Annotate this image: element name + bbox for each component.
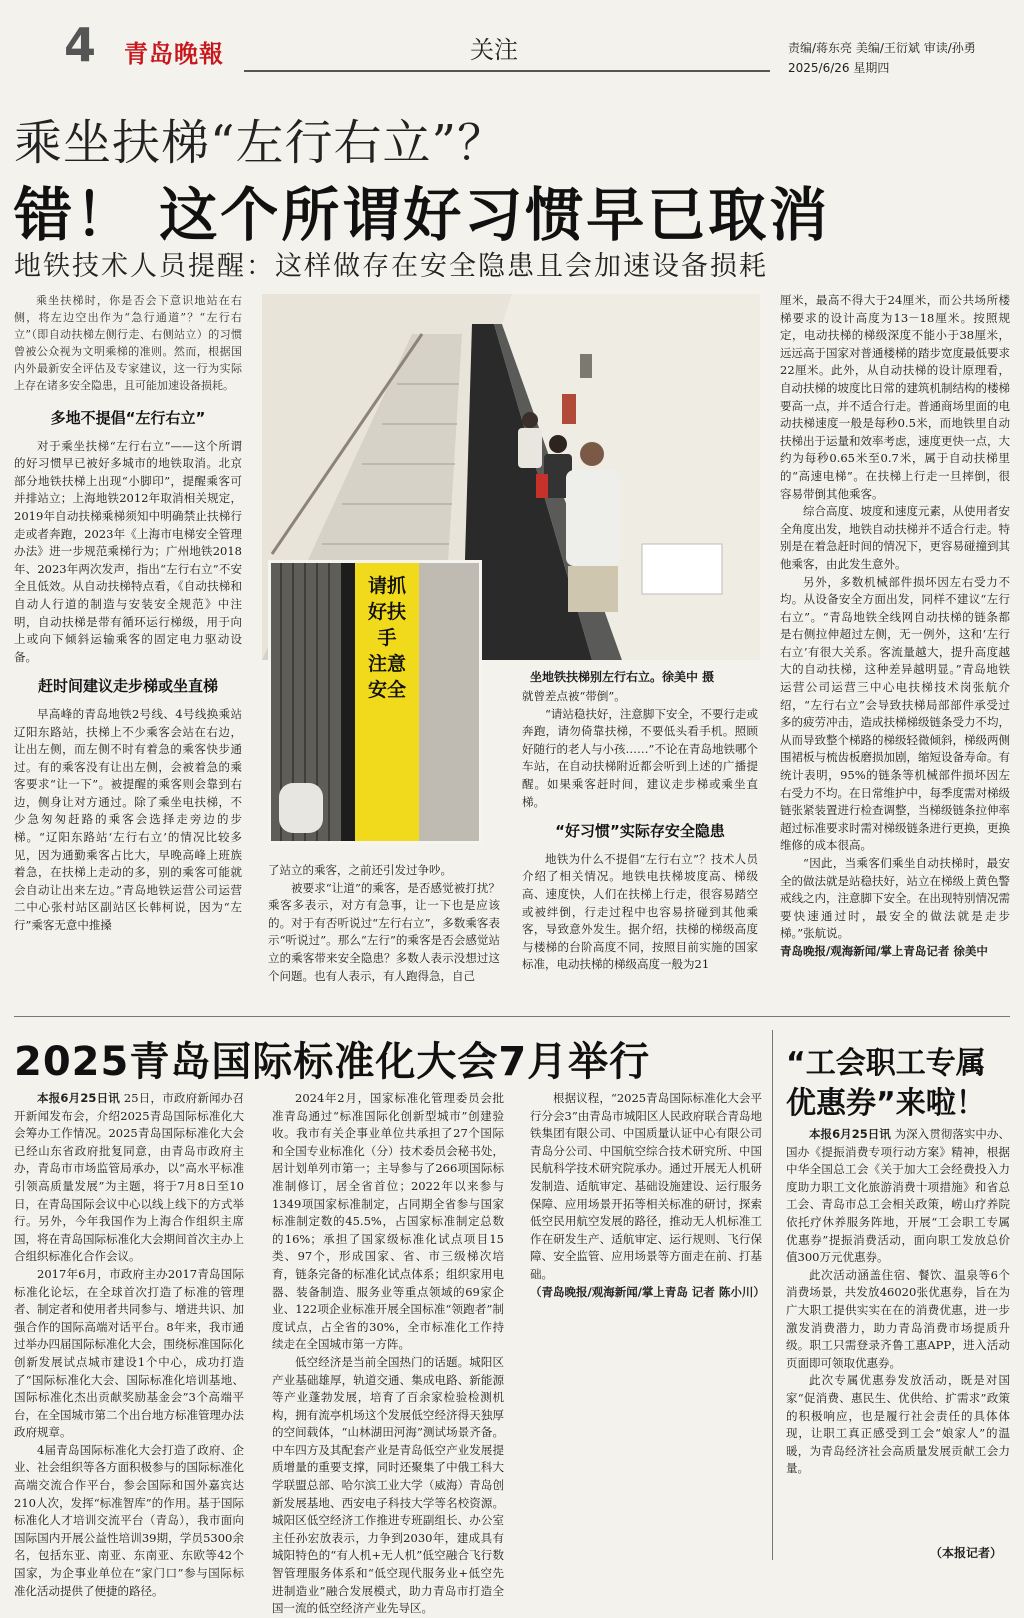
article2-paragraph: 低空经济是当前全国热门的话题。城阳区产业基础雄厚，轨道交通、集成电路、新能源等产业蓬勃发展，培育了百余家检验检测机构，拥有流亭机场这个发展低空经济得天独厚的空间载体，“山林湖田河海”测试场景齐备。中车四方及其配套产业是青岛低空产业发展提质增量的重要支撑，同时还聚集了中俄工科大学联盟总部、哈尔滨工业大学（威海）青岛创新发展基地、西安电子科技大学等名校资源。城阳区低空经济工作推进专班副组长、办公室主任孙宏放表示，力争到2030年，建成具有城阳特色的“有人机+无人机”低空融合飞行数智管理服务体系和“低空现代服务业+低空先进制造业”融合发展模式，助力青岛市打造全国一流的低空经济产业先导区。	[272, 1354, 504, 1616]
headline-subtitle: 地铁技术人员提醒：这样做存在安全隐患且会加速设备损耗	[14, 251, 768, 282]
article3-paragraph: 此次活动涵盖住宿、餐饮、温泉等6个消费场景，共发放46020张优惠券，旨在为广大职工提供实实在在的消费优惠，进一步激发消费潜力，助力青岛消费市场提质升级。职工只需登录齐鲁工惠APP，进入活动页面即可领取优惠券。	[786, 1267, 1010, 1370]
article1-paragraph: 早高峰的青岛地铁2号线、4号线换乘站辽阳东路站，扶梯上不少乘客会站在右边，让出左侧，而左侧不时有着急的乘客快步通过。有的乘客没有让出左侧，会被着急的乘客要求“让一下”。被提醒的乘客则会靠到右边，侧身让对方通过。除了乘坐电扶梯，不少急匆匆赶路的乘客会选择走旁边的步梯。“辽阳东路站‘左行右立’的情况比较多见，因为通勤乘客占比大，早晚高峰上班族着急，在扶梯上走动的多，别的乘客可能就会自动让出来左边。”青岛地铁运营公司运营二中心张村站区副站区长韩柯说，因为“左行”乘客无意中推搡	[14, 706, 242, 933]
article2-column-1	[14, 1090, 244, 1598]
article1-paragraph: 对于乘坐扶梯“左行右立”——这个所谓的好习惯早已被好多城市的地铁取消。北京部分地铁扶梯上出现“小脚印”，提醒乘客可并排站立；上海地铁2012年取消相关规定，2019年自动扶梯乘梯须知中明确禁止扶梯行走或者奔跑，2023年《上海市电梯安全管理办法》进一步规范乘梯行为；广州地铁2018年、2023年两次发声，指出“左行右立”不安全且低效。从自动扶梯特点看，《自动扶梯和自动人行道的制造与安装安全规范》中注明，自动扶梯是带有循环运行梯级，用于向上或向下倾斜运输乘客的固定电力驱动设备。	[14, 438, 242, 664]
article3-paragraph: 此次专属优惠券发放活动，既是对国家“促消费、惠民生、优供给、扩需求”政策的积极响应，也是履行社会责任的具体体现，让职工真正感受到工会“娘家人”的温暖，为青岛经济社会高质量发展贡献工会力量。	[786, 1373, 1010, 1476]
article2-column-2	[272, 1090, 504, 1616]
subhead-take-stairs: 赶时间建议走步梯或坐直梯	[37, 677, 218, 696]
subhead-no-left-walk: 多地不提倡“左行右立”	[50, 409, 206, 427]
article1-paragraph: “请站稳扶好，注意脚下安全，不要行走或奔跑，请勿倚靠扶梯，不要低头看手机。照顾好随行的老人与小孩……”不论在青岛地铁哪个车站，在自动扶梯附近都会听到上述的广播提醒。如果乘客赶时间，建议走步梯或乘坐直梯。	[522, 706, 758, 809]
article3-headline: “工会职工专属优惠券”来啦！	[786, 1046, 986, 1121]
masthead-credits	[788, 38, 976, 78]
article1-paragraph: 被要求“让道”的乘客，是否感觉被打扰？乘客多表示，对方有急事，让一下也是应该的。对于有否听说过“左行右立”，多数乘客表示“听说过”。那么“左行”的乘客是否会感觉站立的乘客带来安全隐患？多数人表示没想过这个问题。也有人表示，有人跑得急，自己	[268, 880, 500, 983]
issue-date: 2025/6/26 星期四	[788, 61, 890, 75]
escalator-sign-photo	[268, 560, 482, 844]
article1-paragraph: 就曾差点被“带倒”。	[522, 689, 626, 703]
article1-paragraph: 了站立的乘客，之前还引发过争吵。	[268, 863, 452, 877]
article2-dateline: 本报6月25日讯	[37, 1091, 121, 1105]
article3-byline: （本报记者）	[930, 1546, 1003, 1560]
article1-column-3	[522, 688, 758, 1000]
article2-paragraph: 根据议程，“2025青岛国际标准化大会平行分会3”由青岛市城阳区人民政府联合青岛地铁集团有限公司、中国质量认证中心有限公司青岛分公司、中国航空综合技术研究所、中国民航科学技术研究院承办。通过开展无人机研发制造、适航审定、基础设施建设、运行服务保障、应用场景开拓等相关标准的研讨，探索低空民用航空发展的路径，推动无人机标准工作在研发生产、适航审定、运行规则、飞行保障、安全监管、应用场景等方面走在前、打基础。	[530, 1091, 762, 1281]
photo-caption: 坐地铁扶梯别左行右立。徐美中 摄	[530, 670, 715, 684]
section-title: 关注	[470, 36, 518, 64]
handrail-safety-sign: 请抓好扶手 注意安全	[367, 575, 406, 701]
article1-paragraph: 地铁为什么不提倡“左行右立”？技术人员介绍了相关情况。地铁电扶梯坡度高、梯级高、速度快，人们在扶梯上行走，很容易踏空或被绊倒，行走过程中也容易挤碰到其他乘客，导致意外发生。据介绍，扶梯的梯级高度与楼梯的台阶高度不同，按照目前实施的国家标准，电动扶梯的梯级高度一般为21	[522, 851, 758, 972]
article2-paragraph: 2024年2月，国家标准化管理委员会批准青岛通过“标准国际化创新型城市”创建验收。我市有关企事业单位共承担了27个国际和全国专业标准化（分）技术委员会秘书处，居计划单列市第一；主导参与了266项国际标准制修订，居全省首位；2022年以来参与1349项国家标准制定，占同期全省参与国家标准制定数的45.5%，占国家标准制定总数的16%；承担了国家级标准化试点项目15类、97个，形成国家、省、市三级梯次培育，链条完备的标准化试点体系；组织家用电器、装备制造、服务业等重点领域的69家企业、122项企业标准开展全国标准“领跑者”制度试点，占全省的30%，全市标准化工作持续走在全国城市第一方阵。	[272, 1091, 504, 1352]
article2-paragraph: 2017年6月，市政府主办2017青岛国际标准化论坛，在全球首次打造了标准的管理者、制定者和使用者共同参与、增进共识、加强合作的国际高端对话平台。8年来，我市通过举办四届国际标准化大会，围绕标准国际化创新发展试点城市建设1个中心，成功打造了“国际标准化大会、国际标准化培训基地、国际标准化杰出贡献奖励基金会”3个高端平台，在全国城市第二个出台地方标准管理办法政府规章。	[14, 1266, 244, 1440]
headline-line1: 乘坐扶梯“左行右立”？	[14, 115, 507, 171]
article2-headline: 2025青岛国际标准化大会7月举行	[14, 1039, 651, 1085]
article1-paragraph: “因此，当乘客们乘坐自动扶梯时，最安全的做法就是站稳扶好，站立在梯级上黄色警戒线之内，注意脚下安全。在出现特别情况需要快速通过时，最安全的做法就是走步梯。”张航说。	[780, 856, 1010, 941]
article2-column-3	[530, 1090, 765, 1562]
article1-column-4	[780, 292, 1010, 1000]
headline-line2: 错！ 这个所谓好习惯早已取消	[14, 181, 831, 249]
article1-byline: 青岛晚报/观海新闻/掌上青岛记者 徐美中	[780, 943, 988, 958]
article1-lead: 乘坐扶梯时，你是否会下意识地站在右侧，将左边空出作为“急行通道”？“左行右立”（即自动扶梯左侧行走、右侧站立）的习惯曾被公众视为文明乘梯的准则。然而，根据国内外最新安全评估及专家建议，这一行为实际上存在诸多安全隐患，且可能加速设备损耗。	[14, 294, 242, 392]
article1-column-2	[268, 862, 500, 1000]
article1-column-1	[14, 292, 242, 1000]
editor-credits: 责编/蒋东亮 美编/王衍斌 审读/孙勇	[788, 41, 976, 55]
page-number: 4	[64, 18, 97, 72]
subhead-safety-hazard: “好习惯”实际存安全隐患	[555, 822, 725, 841]
article2-paragraph: 4届青岛国际标准化大会打造了政府、企业、社会组织等各方面积极参与的国际标准化高端交流合作平台，参会国际和国外嘉宾达210人次，发挥“标准智库”的作用。基于国际标准化人才培训交流平台（青岛），我市面向国际国内开展公益性培训39期，学员5300余名，包括东亚、南亚、东南亚、东欧等42个国家，为企事业单位在“家门口”参与国际标准化活动提供了便捷的路径。	[14, 1442, 244, 1598]
section-divider	[14, 1016, 1010, 1017]
article3-paragraph: 为深入贯彻落实中办、国办《提振消费专项行动方案》精神，根据中华全国总工会《关于加大工会经费投入力度助力职工文化旅游消费十项措施》和省总工会、青岛市总工会相关政策，崂山疗养院依托疗休养服务阵地，开展“工会职工专属优惠券”提振消费活动，面向职工发放总价值300万元优惠券。	[786, 1127, 1011, 1265]
column-divider	[772, 1030, 773, 1560]
masthead-rule	[244, 70, 770, 72]
article3-column	[786, 1126, 1010, 1544]
article1-paragraph: 另外，多数机械部件损坏因左右受力不均。从设备安全方面出发，同样不建议“左行右立”。“青岛地铁全线网自动扶梯的链条都是右侧拉伸超过左侧，无一例外，这和‘左行右立’有很大关系。客流量越大，提升高度越大的自动扶梯，这种差异越明显。”青岛地铁运营公司运营三中心电扶梯技术岗张航介绍，“左行右立”会导致扶梯局部部件承受过多的疲劳冲击，造成扶梯梯级链条受力不均，从而导致整个梯路的梯级轻微倾斜，梯级两侧围裙板与梳齿板磨损加剧，缩短设备寿命。有统计表明，95%的链条等机械部件损坏因左右受力不均。在日常维护中，每季度需对梯级链张紧装置进行检查调整，当梯级链条拉伸率超过标准要求时需对梯级链条进行更换，更换维修的成本很高。	[780, 574, 1010, 853]
article1-paragraph: 厘米，最高不得大于24厘米，而公共场所楼梯要求的设计高度为13－18厘米。按照规定，电动扶梯的梯级深度不能小于38厘米，远远高于国家对普通楼梯的踏步宽度最低要求22厘米。此外，从自动扶梯的设计原理看，自动扶梯的坡度比日常的建筑机制结构的楼梯要高一点，并不适合行走。普通商场里面的电动扶梯速度一般是每秒0.5米，而地铁里自动扶梯出于运量和效率考虑，速度更快一点，大约为每秒0.65米至0.7米，属于自动扶梯里的“高速电梯”。在扶梯上行走一旦摔倒，很容易带倒其他乘客。	[780, 293, 1010, 501]
newspaper-logo: 青岛晚報	[124, 39, 224, 68]
article2-byline: （青岛晚报/观海新闻/掌上青岛 记者 陈小川）	[530, 1284, 765, 1299]
article2-paragraph: 25日，市政府新闻办召开新闻发布会，介绍2025青岛国际标准化大会筹办工作情况。2025青岛国际标准化大会已经山东省政府批复同意，由青岛市政府主办，青岛市市场监管局承办，以“高水平标准引领高质量发展”为主题，将于7月8日至10日，在青岛国际会议中心以线上线下的方式举行。另外，今年我国作为上海合作组织主席国，将在青岛国际标准化大会期间首次主办上合组织标准化合作会议。	[14, 1091, 244, 1264]
article3-dateline: 本报6月25日讯	[809, 1127, 891, 1141]
article1-paragraph: 综合高度、坡度和速度元素，从使用者安全角度出发，地铁自动扶梯并不适合行走。特别是在着急赶时间的情况下，更容易碰撞到其他乘客，由此发生意外。	[780, 504, 1010, 571]
